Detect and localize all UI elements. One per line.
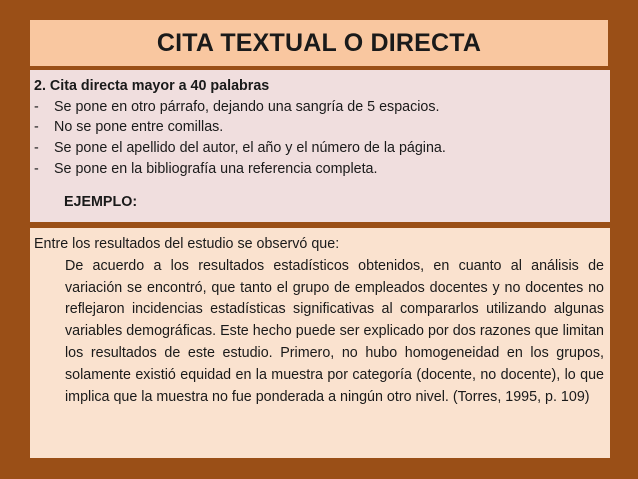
rule-item bbox=[34, 117, 606, 138]
example-panel bbox=[30, 228, 610, 458]
rule-item bbox=[34, 159, 606, 180]
rule-text: Se pone el apellido del autor, el año y el número de la página. bbox=[54, 140, 446, 157]
rule-text: Se pone en otro párrafo, dejando una sangría de 5 espacios. bbox=[54, 98, 440, 115]
rule-text: Se pone en la bibliografía una referencia completa. bbox=[54, 160, 378, 177]
bullet-dash: - bbox=[34, 160, 39, 177]
rules-heading: 2. Cita directa mayor a 40 palabras bbox=[34, 78, 270, 94]
rules-panel bbox=[30, 70, 610, 222]
slide-title: CITA TEXTUAL O DIRECTA bbox=[156, 28, 482, 57]
rule-item bbox=[34, 97, 606, 118]
bullet-dash: - bbox=[34, 98, 39, 115]
block-quote: De acuerdo a los resultados estadísticos obtenidos, en cuanto al análisis de variación se encontró, que tanto el grupo de empleados docentes y no docentes no reflejaron incidencias estadísticas significativas al compararlos utilizando algunas variables demográficas. Este hecho puede ser explicado por dos razones que limitan los resultados de este estudio. Primero, no hubo homogeneidad en los grupos, solamente existió equidad en la muestra por categoría (docente, no docente), lo que implica que la muestra no fue ponderada a ningún otro nivel. (Torres, 1995, p. 109) bbox=[65, 257, 604, 405]
bullet-dash: - bbox=[34, 140, 39, 157]
rule-text: No se pone entre comillas. bbox=[54, 119, 224, 136]
bullet-dash: - bbox=[34, 119, 39, 136]
rule-item bbox=[34, 138, 606, 159]
title-banner bbox=[30, 20, 608, 66]
example-label: EJEMPLO: bbox=[64, 193, 138, 210]
example-intro: Entre los resultados del estudio se observó que: bbox=[34, 236, 340, 252]
